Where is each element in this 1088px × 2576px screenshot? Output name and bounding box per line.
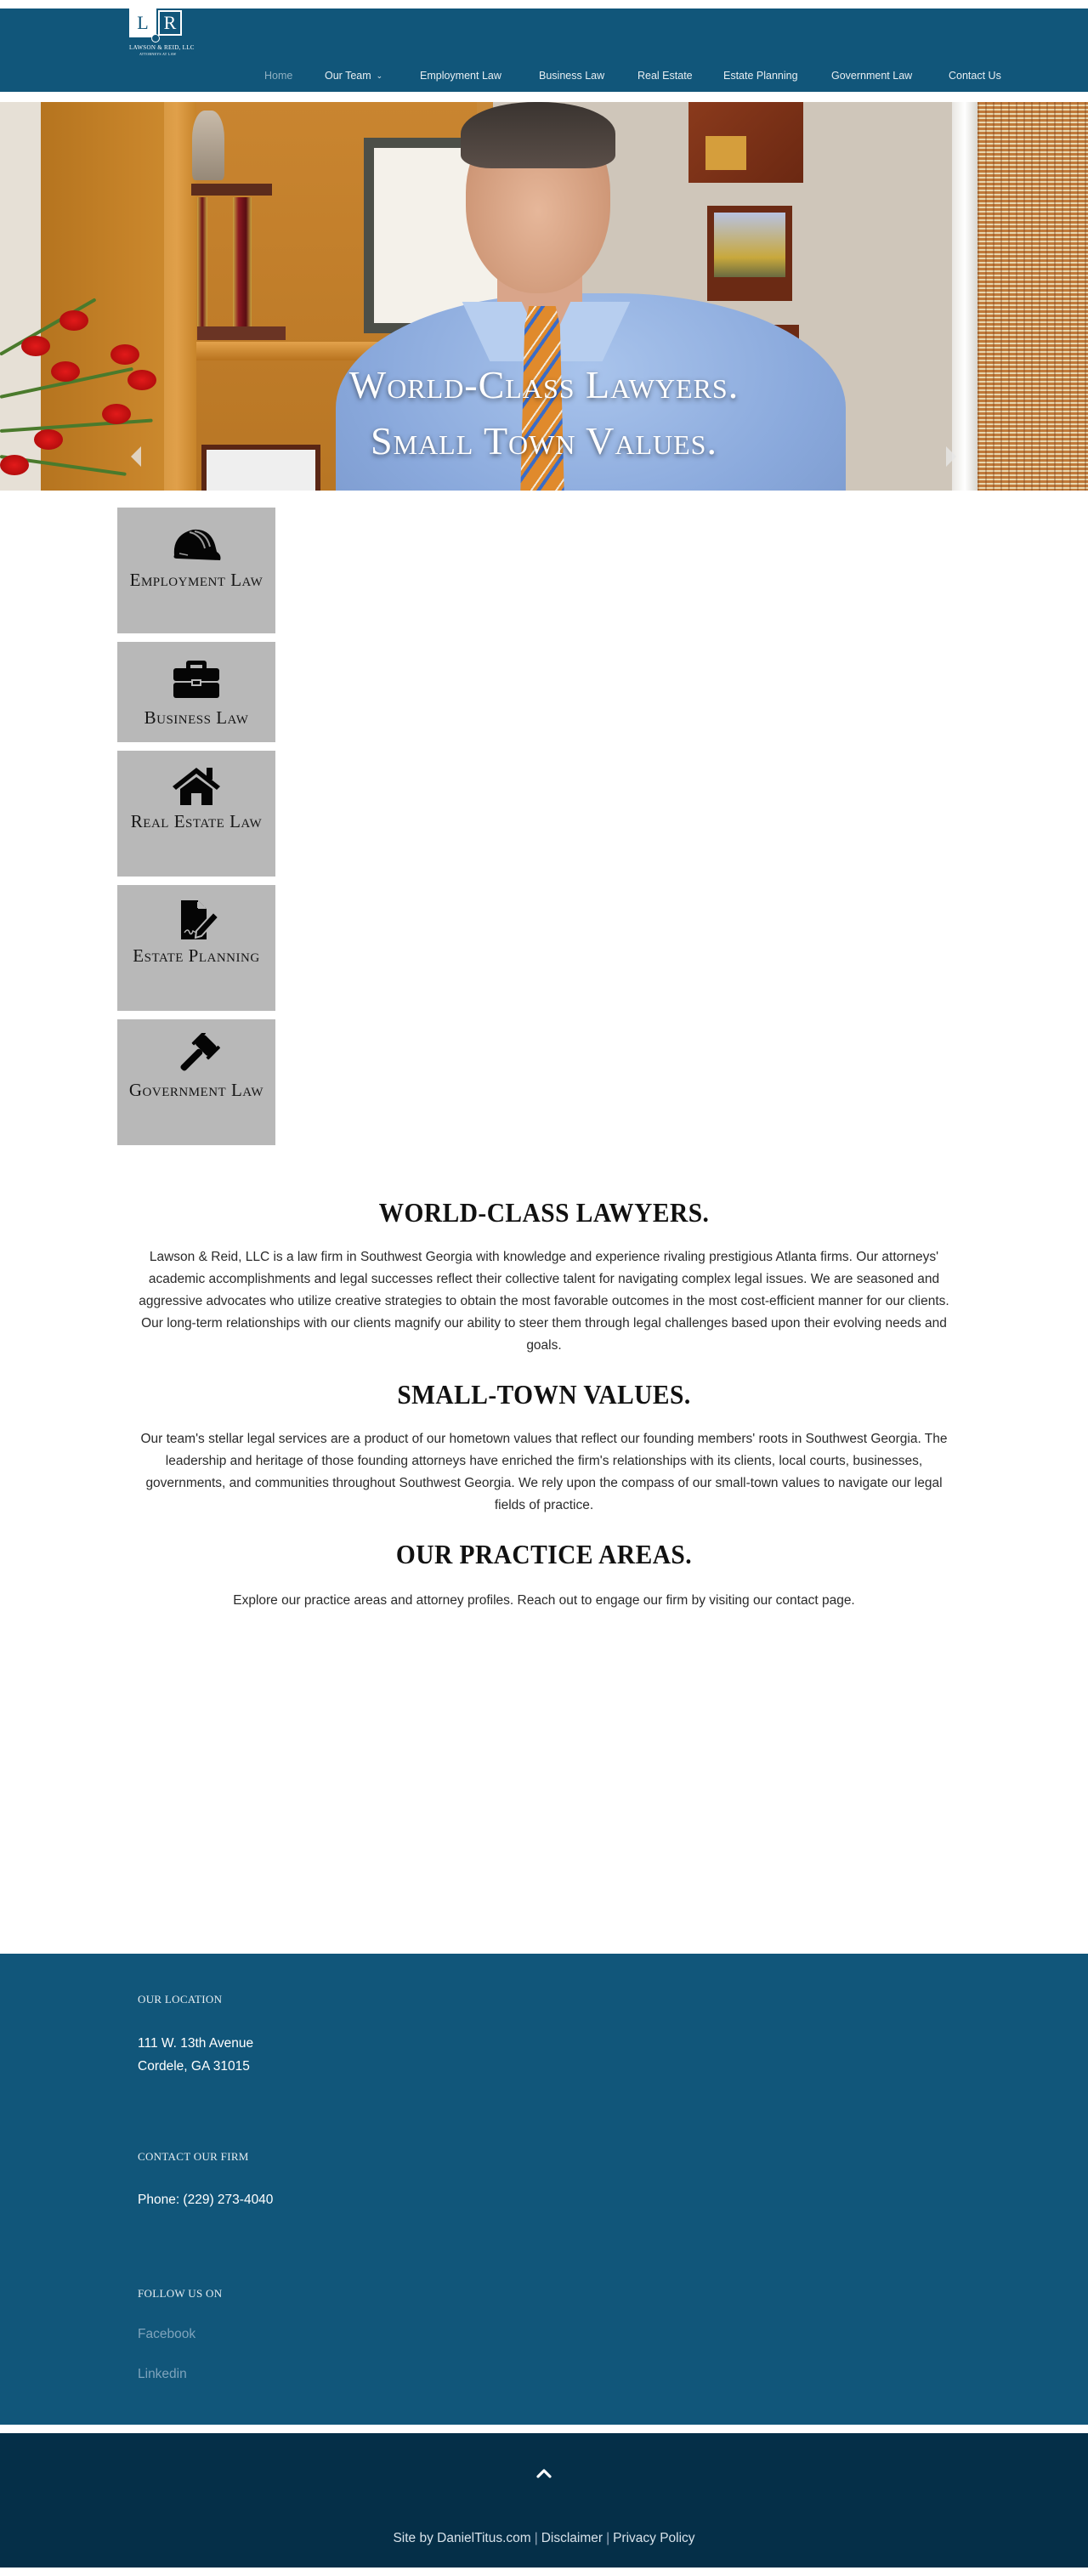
triangle-left-icon[interactable]	[131, 446, 141, 467]
tile-employment-law[interactable]	[117, 508, 275, 633]
hero-plaque	[688, 102, 803, 183]
hero-trophy-top	[191, 184, 272, 196]
logo-name: LAWSON & REID, LLC	[129, 44, 195, 51]
hero-slider	[0, 102, 1088, 491]
tile-label: Estate Planning	[133, 945, 260, 966]
nav-business-law[interactable]: Business Law	[539, 70, 605, 82]
hero-headline	[0, 357, 1088, 469]
footer-facebook-link[interactable]: Facebook	[138, 2327, 196, 2341]
triangle-right-icon[interactable]	[946, 446, 956, 467]
briefcase-icon	[117, 657, 275, 700]
house-icon	[117, 764, 275, 807]
hero-line-2: Small Town Values.	[371, 419, 717, 462]
logo-tagline: ATTORNEYS AT LAW	[139, 52, 177, 56]
nav-contact-us[interactable]: Contact Us	[949, 70, 1001, 82]
footer-address-line-1: 111 W. 13th Avenue	[138, 2036, 254, 2051]
footer-location-heading: OUR LOCATION	[138, 1993, 223, 2006]
nav-home[interactable]: Home	[264, 70, 293, 82]
tile-business-law[interactable]	[117, 642, 275, 742]
logo-right-box: R	[158, 10, 182, 36]
logo-left-box: L	[129, 9, 156, 37]
nav-government-law[interactable]: Government Law	[831, 70, 913, 82]
tile-real-estate-law[interactable]	[117, 751, 275, 877]
site-credit-link[interactable]: Site by DanielTitus.com	[393, 2531, 531, 2545]
main-nav	[0, 70, 1088, 88]
hero-trophy-column	[197, 197, 207, 329]
bottom-bar	[0, 2433, 1088, 2567]
section-body-small-town: Our team's stellar legal services are a product of our hometown values that reflect our founding members' roots in Southwest Georgia. The leadership and heritage of those founding attorneys have enriched the firm's relationships with its clients, local courts, businesses, governments, and communities throughout Southwest Georgia. We rely upon the compass of our small-town values to navigate our legal fields of practice.	[140, 1432, 948, 1512]
separator: |	[534, 2531, 538, 2545]
footer-social-heading: FOLLOW US ON	[138, 2287, 223, 2300]
privacy-policy-link[interactable]: Privacy Policy	[613, 2531, 695, 2545]
hero-plaque	[707, 206, 792, 301]
section-heading-small-town: SMALL-TOWN VALUES.	[397, 1379, 691, 1410]
footer-phone[interactable]: Phone: (229) 273-4040	[138, 2193, 274, 2207]
chevron-up-icon[interactable]	[536, 2465, 552, 2482]
hero-trophy-figure	[192, 111, 224, 180]
nav-employment-law[interactable]: Employment Law	[420, 70, 502, 82]
hard-hat-icon	[117, 523, 275, 564]
scales-icon	[151, 34, 160, 43]
tile-label: Real Estate Law	[130, 811, 263, 831]
tile-label: Employment Law	[129, 570, 264, 590]
site-logo[interactable]	[128, 9, 196, 56]
separator: |	[606, 2531, 610, 2545]
tile-estate-planning[interactable]	[117, 885, 275, 1011]
section-heading-world-class: WORLD-CLASS LAWYERS.	[378, 1197, 710, 1228]
site-header	[0, 9, 1088, 92]
hero-person-hair	[461, 102, 615, 168]
tile-label: Government Law	[128, 1080, 264, 1100]
signed-document-icon	[117, 899, 275, 943]
hero-trophy-base	[197, 326, 286, 340]
site-footer	[0, 1954, 1088, 2425]
section-heading-practice-areas: OUR PRACTICE AREAS.	[395, 1539, 693, 1569]
chevron-down-icon: ⌄	[376, 71, 383, 80]
hero-trophy-column	[233, 197, 252, 329]
nav-estate-planning[interactable]: Estate Planning	[723, 70, 798, 82]
section-body-practice-areas: Explore our practice areas and attorney profiles. Reach out to engage our firm by visiting our contact page.	[233, 1593, 855, 1608]
gavel-icon	[117, 1033, 275, 1077]
section-body-world-class: Lawson & Reid, LLC is a law firm in Southwest Georgia with knowledge and experience rivaling prestigious Atlanta firms. Our attorneys' academic accomplishments and legal successes reflect their collective talent for navigating complex legal issues. We are seasoned and aggressive advocates who utilize creative strategies to obtain the most favorable outcomes in the most cost-efficient manner for our clients. Our long-term relationships with our clients magnify our ability to steer them through legal challenges based upon their evolving needs and goals.	[139, 1250, 949, 1353]
nav-our-team[interactable]	[325, 70, 382, 82]
hero-line-1: World-Class Lawyers.	[348, 363, 740, 406]
tile-label: Business Law	[144, 707, 249, 728]
tile-government-law[interactable]	[117, 1019, 275, 1145]
footer-linkedin-link[interactable]: Linkedin	[138, 2367, 187, 2381]
nav-real-estate[interactable]: Real Estate	[638, 70, 693, 82]
footer-credits	[0, 2531, 1088, 2546]
footer-contact-heading: CONTACT OUR FIRM	[138, 2150, 249, 2163]
footer-address-line-2: Cordele, GA 31015	[138, 2059, 250, 2074]
nav-our-team-label: Our Team	[325, 70, 371, 82]
disclaimer-link[interactable]: Disclaimer	[541, 2531, 604, 2545]
